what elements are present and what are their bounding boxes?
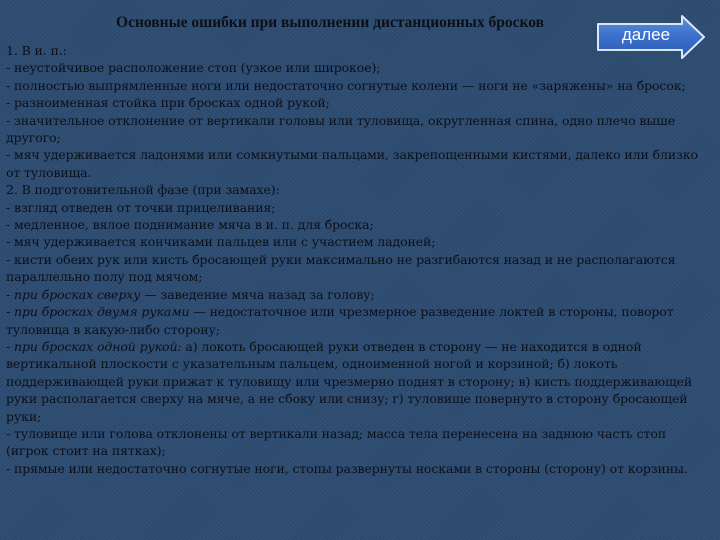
item-text: - кисти обеих рук или кисть бросающей руки максимально не разгибаются назад и не располагаются параллельно полу под мячом; [6,251,676,285]
item-text: — заведение мяча назад за голову; [140,286,375,302]
list-item [6,42,708,59]
list-item [6,181,708,198]
list-item [6,460,708,477]
item-text: - прямые или недостаточно согнутые ноги, стопы развернуты носками в стороны (сторону) от корзины. [6,460,688,476]
item-text: — недостаточное или чрезмерное разведение локтей в стороны, поворот туловища в какую-либо сторону; [6,304,674,337]
item-text: 2. В подготовительной фазе (при замахе): [6,182,280,198]
list-item [6,146,708,181]
item-text: - медленное, вялое поднимание мяча в и. п. для броска; [6,217,374,233]
list-item [6,286,708,303]
item-text: - неустойчивое расположение стоп (узкое или широкое); [6,60,381,76]
slide-title: Основные ошибки при выполнении дистанционных бросков [116,14,544,31]
list-item [6,199,708,216]
item-text: а) локоть бросающей руки отведен в сторону — не находится в одной вертикальной плоскости с указательным пальцем, одноименной ногой и корзиной; б) локоть поддерживающей руки прижат к туловищу или чрезмерно поднят в сторону; в) кисть поддерживающей руки располагается сверху на мяче, а не сбоку или снизу; г) туловище повернуто в сторону бросающей руки; [6,338,693,424]
list-item [6,233,708,250]
item-text: 1. В и. п.: [6,43,67,58]
item-text: - мяч удерживается кончиками пальцев или с участием ладоней; [6,234,436,250]
item-italic-term: при бросках одной рукой: [14,338,182,354]
item-text: - туловище или голова отклонены от вертикали назад; масса тела перенесена на заднюю часть стоп (игрок стоит на пятках); [6,425,666,459]
item-prefix: - [6,286,14,302]
item-text: - значительное отклонение от вертикали головы или туловища, округленная спина, одно плечо выше другого; [6,112,676,146]
next-button-label: далее [621,25,671,44]
list-item [6,338,708,425]
item-text: - взгляд отведен от точки прицеливания; [6,199,276,215]
list-item [6,216,708,233]
item-italic-term: при бросках двумя руками [14,304,190,320]
slide-body [6,42,708,477]
item-prefix: - [6,338,14,354]
item-text: - полностью выпрямленные ноги или недостаточно согнутые колени — ноги не «заряжены» на бросок; [6,77,686,93]
list-item [6,77,708,94]
item-text: - разноименная стойка при бросках одной рукой; [6,95,330,111]
list-item [6,59,708,76]
list-item [6,425,708,460]
list-item [6,112,708,147]
item-italic-term: при бросках сверху [14,286,141,302]
list-item [6,303,708,338]
item-prefix: - [6,304,14,320]
item-text: - мяч удерживается ладонями или сомкнутыми пальцами, закрепощенными кистями, далеко или близко от туловища. [6,147,698,180]
list-item [6,94,708,111]
list-item [6,251,708,286]
